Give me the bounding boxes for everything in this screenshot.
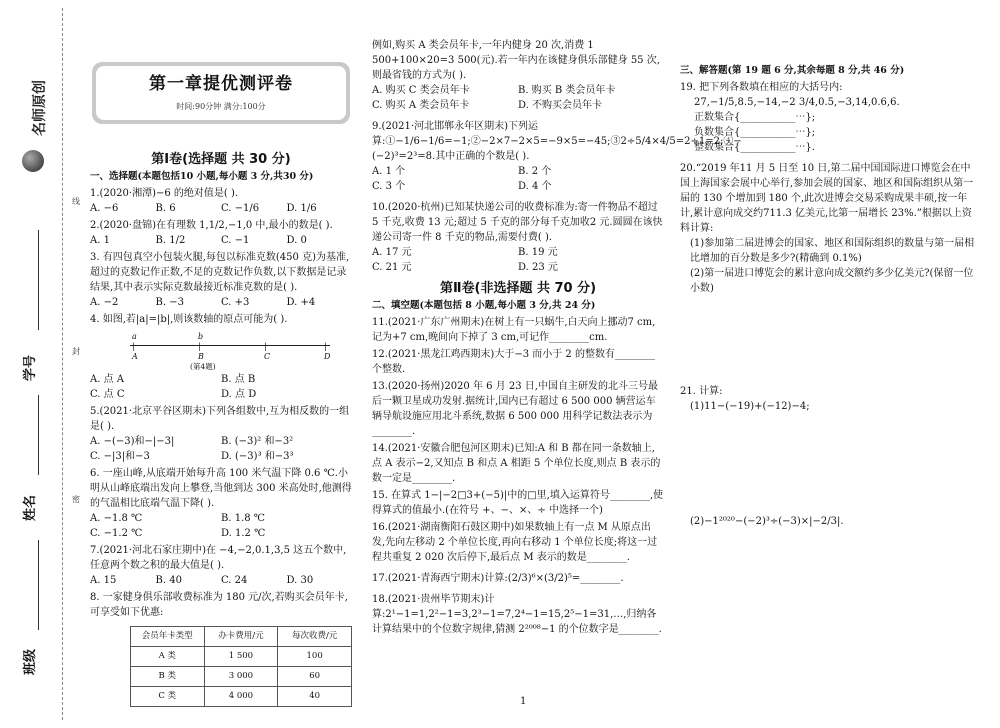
- question-11[interactable]: 11.(2021·广东广州期末)在树上有一只蜗牛,白天向上挪动7 cm,记为+7 cm,晚间向下掉了 3 cm,可记作________cm.: [372, 316, 656, 343]
- part1-title: 第Ⅰ卷(选择题 共 30 分): [151, 152, 291, 167]
- question-9: 9.(2021·河北邯郸永年区期末)下列运算:①−1/6−1/6=−1;②−2×7−2×5=−9×5=−45;③2÷5/4×4/5=2÷1=2;④−(−2)³=2³=8.其中正确的个数是( ). A. 1 个 B. 2 个 C. 3 个 D. 4 个: [372, 121, 742, 192]
- question-1: 1.(2020·湘潭)−6 的绝对值是( ). A. −6 B. 6 C. −1/6 D. 1/6: [90, 186, 352, 216]
- option[interactable]: B. 1/2: [155, 234, 186, 246]
- option[interactable]: D. 1/6: [286, 202, 317, 214]
- question-13[interactable]: 13.(2020·扬州)2020 年 6 月 23 日,中国自主研发的北斗三号最后一颗卫星成功发射.据统计,国内已有超过 6 500 000 辆营运车辆导航设施应用北斗系统,数据 6 500 000 用科学记数法表示为________.: [372, 380, 658, 437]
- tick-mark: |: [324, 341, 327, 351]
- option[interactable]: D. 不购买会员年卡: [518, 100, 603, 111]
- option[interactable]: C. 购买 A 类会员年卡: [372, 100, 470, 111]
- question-7: 7.(2021·河北石家庄期中)在 −4,−2,0.1,3,5 这五个数中,任意两个数之积的最大值是( ). A. 15 B. 40 C. 24 D. 30: [90, 543, 352, 588]
- option[interactable]: B. 1.8 ℃: [221, 513, 265, 524]
- question-21: 21. 计算: (1)11−(−19)+(−12)−4; (2)−1²⁰²⁰−(−2)³÷(−3)×|−2/3|.: [680, 386, 844, 528]
- question-4: 4. 如图,若|a|=|b|,则该数轴的原点可能为( ). | | | | a b A B C D (第4题) A. 点 A B. 点 B C. 点 C D. 点 D: [90, 312, 352, 402]
- option[interactable]: C. 点 C: [90, 389, 125, 400]
- option[interactable]: A. 购买 C 类会员年卡: [372, 85, 470, 96]
- option[interactable]: A. 点 A: [90, 374, 124, 385]
- option[interactable]: B. (−3)² 和−3²: [221, 436, 294, 447]
- figure-caption: (第4题): [190, 361, 216, 371]
- question-15[interactable]: 15. 在算式 1−|−2□3+(−5)|中的□里,填入运算符号________,使得算式的值最小.(在符号 +、−、×、÷ 中选择一个): [372, 489, 664, 516]
- option[interactable]: C. +3: [221, 296, 250, 308]
- option[interactable]: B. 19 元: [518, 247, 558, 258]
- name-label: 姓名: [23, 495, 38, 522]
- title-banner: [92, 62, 350, 124]
- question-17[interactable]: 17.(2021·青海西宁期末)计算:(2/3)⁶×(3/2)⁵=________.: [372, 572, 624, 584]
- option[interactable]: D. 1.2 ℃: [221, 528, 266, 539]
- option[interactable]: B. 点 B: [221, 374, 256, 385]
- point-label: A: [132, 351, 138, 361]
- page-number: 1: [520, 696, 527, 707]
- number-line-figure: [130, 331, 330, 361]
- section2-header: 二、填空题(本题包括 8 小题,每小题 3 分,共 24 分): [372, 299, 596, 311]
- option[interactable]: A. −2: [90, 296, 119, 308]
- option[interactable]: B. 购买 B 类会员年卡: [518, 85, 616, 96]
- option[interactable]: A. 17 元: [372, 247, 412, 258]
- question-10: 10.(2020·杭州)已知某快递公司的收费标准为:寄一件物品不超过 5 千克,收费 13 元;超过 5 千克的部分每千克加收2 元.圆圆在该快递公司寄一件 8 千克的物品,需要付费( ). A. 17 元 B. 19 元 C. 21 元 D. 23 元: [372, 202, 663, 273]
- table-row: B 类 3 000 60: [131, 667, 352, 687]
- column-left: [90, 150, 352, 707]
- question-3: 3. 有四包真空小包装火腿,每包以标准克数(450 克)为基准,超过的克数记作正数,不足的克数记作负数,以下数据是记录结果,其中表示实际克数最接近标准克数的是( ). A. −2 B. −3 C. +3 D. +4: [90, 250, 352, 310]
- table-header: 办卡费用/元: [204, 627, 278, 647]
- page-title: 第一章提优测评卷: [149, 74, 293, 94]
- seal-mark-mi: 密: [72, 495, 80, 504]
- answer-blank[interactable]: 负数集合{___________⋯};: [694, 127, 816, 139]
- tick-mark: |: [132, 341, 135, 351]
- point-label: B: [198, 351, 204, 361]
- option[interactable]: C. 3 个: [372, 181, 406, 192]
- option[interactable]: A. 1 个: [372, 166, 406, 177]
- option[interactable]: D. 点 D: [221, 389, 257, 400]
- option[interactable]: C. −1.2 ℃: [90, 528, 143, 539]
- option[interactable]: D. +4: [286, 296, 316, 308]
- globe-icon: [22, 150, 44, 172]
- option[interactable]: C. 21 元: [372, 262, 412, 273]
- binding-margin: [0, 0, 88, 728]
- membership-table: [130, 626, 352, 707]
- student-id-label: 学号: [23, 355, 38, 382]
- option[interactable]: D. 30: [286, 575, 314, 586]
- question-16[interactable]: 16.(2021·湖南衡阳石鼓区期中)如果数轴上有一点 M 从原点出发,先向左移动 2 个单位长度,再向右移动 1 个单位长度;将这一过程共重复 2 020 次后停下,最后点 M 表示的数是________.: [372, 521, 658, 563]
- option[interactable]: A. −6: [90, 202, 119, 214]
- option[interactable]: B. 2 个: [518, 166, 552, 177]
- class-label: 班级: [23, 649, 38, 676]
- student-id-field[interactable]: [38, 230, 39, 330]
- question-6: 6. 一座山峰,从底端开始每升高 100 米气温下降 0.6 ℃.小明从山峰底端出发向上攀登,当他到达 300 米高处时,他测得的气温相比底端气温下降( ). A. −1.8 ℃ B. 1.8 ℃ C. −1.2 ℃ D. 1.2 ℃: [90, 468, 352, 539]
- answer-blank[interactable]: 正数集合{___________⋯};: [694, 112, 816, 124]
- table-header: 每次收费/元: [278, 627, 352, 647]
- option[interactable]: B. −3: [155, 296, 184, 308]
- option[interactable]: A. −(−3)和−|−3|: [90, 436, 175, 447]
- option[interactable]: B. 40: [155, 575, 182, 586]
- seal-mark-xian: 线: [72, 197, 80, 206]
- point-label: a: [132, 331, 137, 341]
- option[interactable]: C. −1: [221, 234, 250, 246]
- option[interactable]: D. 4 个: [518, 181, 552, 192]
- option[interactable]: B. 6: [155, 202, 176, 214]
- column-middle: [372, 36, 742, 637]
- tick-mark: |: [264, 341, 267, 351]
- table-row: C 类 4 000 40: [131, 687, 352, 707]
- question-8-continued: 例如,购买 A 类会员年卡,一年内健身 20 次,消费 1 500+100×20=3 500(元).若一年内在该健身俱乐部健身 55 次,则最省钱的方式为( ). A. 购买 C 类会员年卡 B. 购买 B 类会员年卡 C. 购买 A 类会员年卡 D. 不购买会员年卡: [372, 38, 664, 113]
- tick-mark: |: [198, 341, 201, 351]
- point-label: C: [264, 351, 271, 361]
- question-12[interactable]: 12.(2021·黑龙江鸡西期末)大于−3 而小于 2 的整数有________个整数.: [372, 348, 655, 375]
- option[interactable]: C. 24: [221, 575, 248, 586]
- exam-info: 时间:90分钟 满分:100分: [176, 101, 266, 111]
- column-right: [680, 64, 980, 529]
- question-20: 20.“2019 年11 月 5 日至 10 日,第二届中国国际进口博览会在中国上海国家会展中心举行,参加会展的国家、地区和国际组织从第一届的 130 个增加到 180 个,此次进博会交易采购成果丰硕,按一年计,累计意向成交约711.3 亿美元,比第一届增长 23%.”根据以上资料计算: (1)参加第二届进博会的国家、地区和国际组织的数量与第一届相比增加的百分数是多少?(精确到 0.1%) (2)第一届进口博览会的累计意向成交额约多少亿美元?(保留一位小数): [680, 163, 975, 295]
- class-field[interactable]: [38, 540, 39, 630]
- question-2: 2.(2020·盘锦)在有理数 1,1/2,−1,0 中,最小的数是( ). A. 1 B. 1/2 C. −1 D. 0: [90, 218, 352, 248]
- option[interactable]: C. −|3|和−3: [90, 451, 150, 462]
- part2-title: 第Ⅱ卷(非选择题 共 70 分): [439, 281, 597, 296]
- table-row: A 类 1 500 100: [131, 647, 352, 667]
- option[interactable]: D. (−3)³ 和−3³: [221, 451, 294, 462]
- section3-header: 三、解答题(第 19 题 6 分,其余每题 8 分,共 46 分): [680, 65, 905, 76]
- name-field[interactable]: [38, 395, 39, 475]
- table-header: 会员年卡类型: [131, 627, 205, 647]
- option[interactable]: D. 23 元: [518, 262, 558, 273]
- answer-blank[interactable]: 整数集合{___________⋯}.: [694, 142, 815, 154]
- brand-logo: [20, 80, 60, 188]
- seal-mark-feng: 封: [72, 347, 80, 356]
- section1-header: 一、选择题(本题包括10 小题,每小题 3 分,共30 分): [90, 170, 314, 182]
- option[interactable]: A. 15: [90, 575, 117, 586]
- question-8: 8. 一家健身俱乐部收费标准为 180 元/次,若购买会员年卡,可享受如下优惠: 会员年卡类型 办卡费用/元 每次收费/元 A 类 1 500 100 B 类 3 000 60 C 类 4 000 40: [90, 590, 352, 707]
- option[interactable]: D. 0: [286, 234, 307, 246]
- question-19: 19. 把下列各数填在相应的大括号内: 27,−1/5,8.5,−14,−2 3/4,0.5,−3,14,0.6,6. 正数集合{___________⋯}; 负数集合{___________⋯}; 整数集合{___________⋯}.: [680, 80, 980, 155]
- point-label: D: [324, 351, 331, 361]
- option[interactable]: A. −1.8 ℃: [90, 513, 143, 524]
- option[interactable]: A. 1: [90, 234, 110, 246]
- question-18[interactable]: 18.(2021·贵州毕节期末)计算:2¹−1=1,2²−1=3,2³−1=7,2⁴−1=15,2⁵−1=31,…,归纳各计算结果中的个位数字规律,猜测 2²⁰⁰⁸−1 的个位数字是________.: [372, 593, 662, 635]
- question-14[interactable]: 14.(2021·安徽合肥包河区期末)已知:A 和 B 都在同一条数轴上,点 A 表示−2,又知点 B 和点 A 相距 5 个单位长度,则点 B 表示的数一定是________.: [372, 442, 661, 484]
- question-5: 5.(2021·北京平谷区期末)下列各组数中,互为相反数的一组是( ). A. −(−3)和−|−3| B. (−3)² 和−3² C. −|3|和−3 D. (−3)³ 和−3³: [90, 404, 352, 464]
- logo-text: 名师原创: [32, 80, 48, 136]
- option[interactable]: C. −1/6: [221, 202, 260, 214]
- point-label: b: [198, 331, 204, 341]
